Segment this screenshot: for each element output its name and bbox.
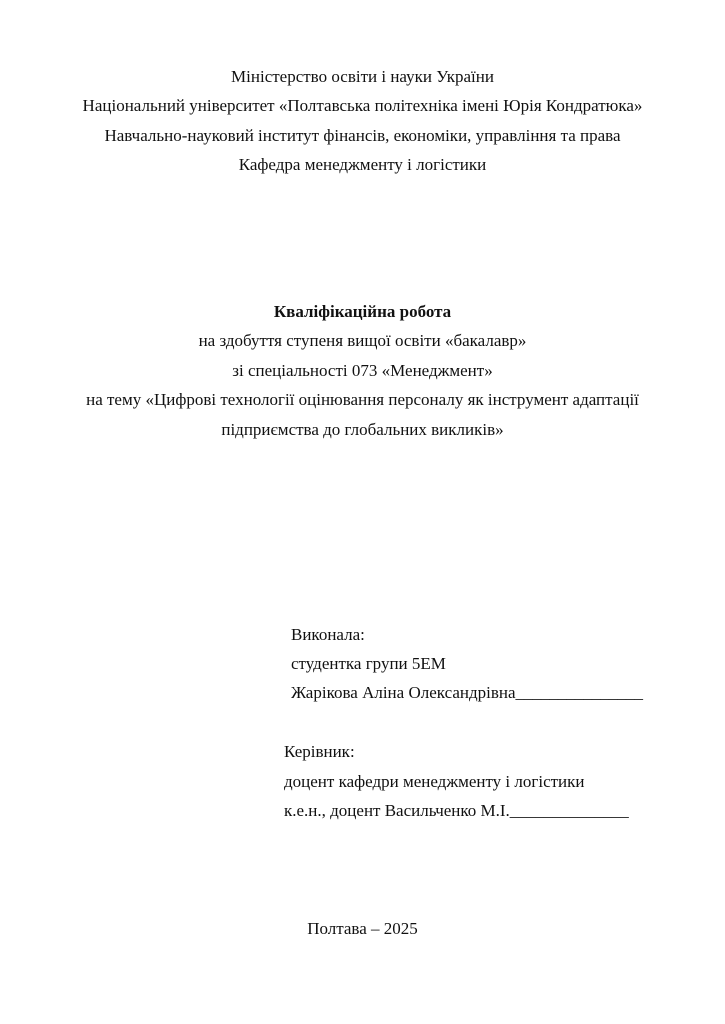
performer-role: студентка групи 5ЕМ xyxy=(291,654,446,673)
city-year: Полтава – 2025 xyxy=(307,919,418,938)
department-line: Кафедра менеджменту і логістики xyxy=(238,155,487,174)
institute-line: Навчально-науковий інститут фінансів, економіки, управління та права xyxy=(104,126,621,145)
university-line: Національний університет «Полтавська політехніка імені Юрія Кондратюка» xyxy=(82,96,643,115)
document-title: Кваліфікаційна робота xyxy=(273,302,452,321)
topic-line-2: підприємства до глобальних викликів» xyxy=(221,420,504,439)
supervisor-name: к.е.н., доцент Васильченко М.І.______________ xyxy=(284,801,629,820)
topic-line-1: на тему «Цифрові технології оцінювання персоналу як інструмент адаптації xyxy=(86,390,639,409)
supervisor-position: доцент кафедри менеджменту і логістики xyxy=(284,772,585,791)
ministry-line: Міністерство освіти і науки України xyxy=(231,67,494,86)
performer-label: Виконала: xyxy=(291,625,365,644)
specialty-line: зі спеціальності 073 «Менеджмент» xyxy=(232,361,493,380)
performer-name: Жарікова Аліна Олександрівна_______________ xyxy=(291,683,644,702)
supervisor-label: Керівник: xyxy=(284,742,355,761)
degree-line: на здобуття ступеня вищої освіти «бакалавр» xyxy=(198,331,527,350)
